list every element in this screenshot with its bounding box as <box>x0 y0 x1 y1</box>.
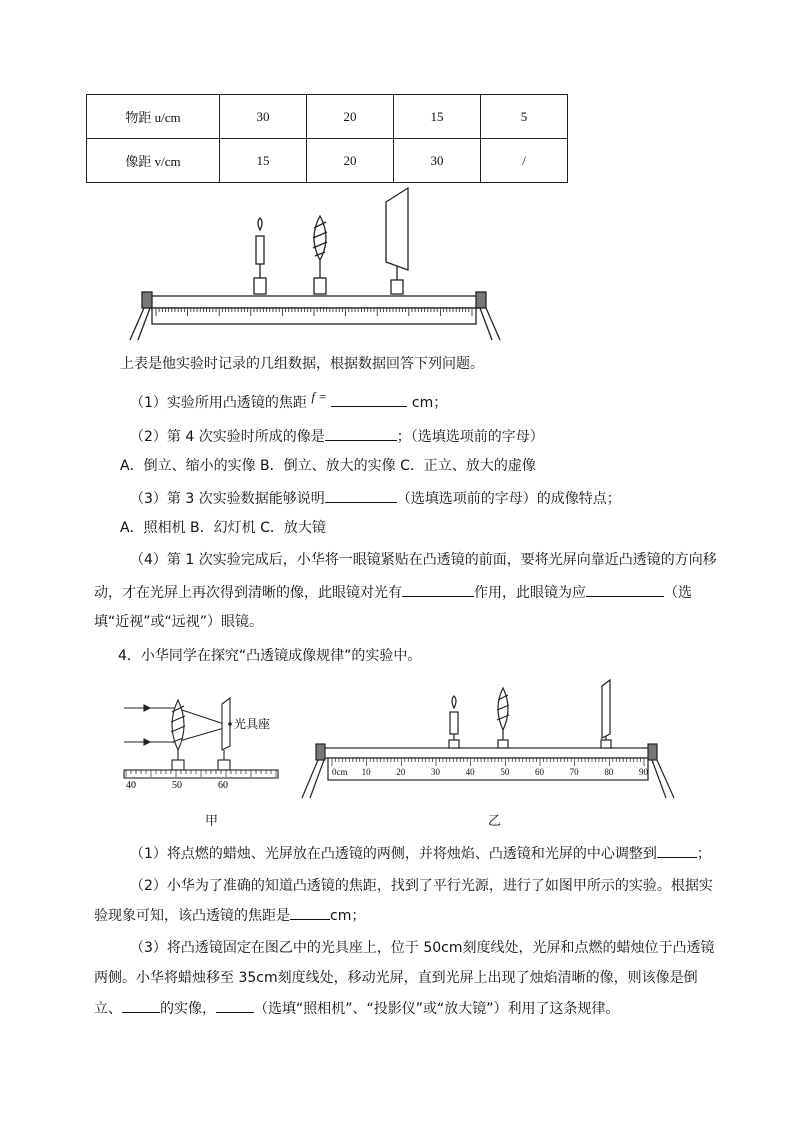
tick-label: 50 <box>500 767 510 777</box>
tick-label: 80 <box>604 767 614 777</box>
sub-question-2-line2 <box>94 905 365 926</box>
question-4-line1: （4）第 1 次实验完成后，小华将一眼镜紧贴在凸透镜的前面，要将光屏向靠近凸透镜的方向移 <box>130 552 717 568</box>
q2-options: A．倒立、缩小的实像 B．倒立、放大的实像 C．正立、放大的虚像 <box>120 458 536 474</box>
s3-text: 立、 <box>94 1001 122 1017</box>
table-row <box>87 95 568 139</box>
answer-blank[interactable] <box>402 582 474 597</box>
q3-options: A．照相机 B．幻灯机 C．放大镜 <box>120 520 326 536</box>
question-2 <box>130 426 544 447</box>
s2-text: 验现象可知，该凸透镜的焦距是 <box>94 908 290 924</box>
tick-label: 60 <box>218 780 228 790</box>
answer-blank[interactable] <box>290 905 330 920</box>
sub-question-2-line1: （2）小华为了准确的知道凸透镜的焦距，找到了平行光源，进行了如图甲所示的实验。根据实 <box>130 878 713 894</box>
table-cell: 30 <box>220 95 307 139</box>
sub-question-1 <box>130 843 711 864</box>
q4-text-3: （选 <box>664 585 692 601</box>
table-cell: 5 <box>481 95 568 139</box>
q2-text: （2）第 4 次实验时所成的像是 <box>130 429 325 445</box>
intro-text: 上表是他实验时记录的几组数据，根据数据回答下列问题。 <box>120 356 484 372</box>
bench-end-left <box>142 292 152 308</box>
bench-leg-right <box>480 308 500 340</box>
answer-blank[interactable] <box>657 843 697 858</box>
data-table <box>86 94 568 183</box>
s3-text-3: （选填“照相机”、“投影仪”或“放大镜”）利用了这条规律。 <box>254 1001 620 1017</box>
lens <box>497 688 509 748</box>
row-header: 物距 u/cm <box>87 95 220 139</box>
question-4-line3: 填“近视”或“远视”）眼镜。 <box>94 614 264 630</box>
screen-label: 光具座 <box>234 717 271 731</box>
table-cell: 20 <box>307 95 394 139</box>
tick-label: 40 <box>126 780 136 790</box>
table-cell: 30 <box>394 139 481 183</box>
problem-4-heading: 4．小华同学在探究“凸透镜成像规律”的实验中。 <box>118 648 422 664</box>
figure-jia <box>118 678 288 790</box>
tick-label: 20 <box>396 767 406 777</box>
tick-label: 40 <box>465 767 475 777</box>
question-3 <box>130 488 621 509</box>
answer-blank[interactable] <box>122 998 160 1013</box>
table-cell: 15 <box>394 95 481 139</box>
candle <box>254 218 266 294</box>
table-row <box>87 139 568 183</box>
s1-text: （1）将点燃的蜡烛、光屏放在凸透镜的两侧，并将烛焰、凸透镜和光屏的中心调整到 <box>130 846 657 862</box>
bench-end-right <box>476 292 486 308</box>
sub-question-3-line1: （3）将凸透镜固定在图乙中的光具座上，位于 50cm刻度线处，光屏和点燃的蜡烛位于凸透镜 <box>130 940 715 956</box>
q2-hint: ；（选填选项前的字母） <box>396 429 544 445</box>
tick-label: 50 <box>172 780 182 790</box>
sub-question-3-line2: 两侧。小华将蜡烛移至 35cm刻度线处，移动光屏，直到光屏上出现了烛焰清晰的像，则该像是倒 <box>94 970 698 986</box>
s1-end: ； <box>696 846 711 862</box>
question-1 <box>130 389 448 413</box>
table-cell: 15 <box>220 139 307 183</box>
q3-hint: （选填选项前的字母）的成像特点； <box>396 491 621 507</box>
answer-blank[interactable] <box>325 426 397 441</box>
figure-yi <box>298 678 678 804</box>
s2-unit: cm； <box>330 908 366 924</box>
tick-label: 90 <box>639 767 648 777</box>
bench-leg-left <box>130 308 150 340</box>
q1-text: （1）实验所用凸透镜的焦距 <box>130 395 307 411</box>
tick-label: 0cm <box>332 767 348 777</box>
bench-rail <box>148 296 478 308</box>
q4-text-2: 作用，此眼镜为应 <box>474 585 586 601</box>
q3-text: （3）第 3 次实验数据能够说明 <box>130 491 325 507</box>
answer-blank[interactable] <box>331 392 407 407</box>
answer-blank[interactable] <box>325 488 397 503</box>
answer-blank[interactable] <box>586 582 664 597</box>
answer-blank[interactable] <box>216 998 254 1013</box>
sub-question-3-line3 <box>94 998 620 1019</box>
caption-yi: 乙 <box>488 814 502 829</box>
optical-bench-figure <box>120 182 510 344</box>
candle <box>449 696 459 748</box>
lens <box>313 216 327 294</box>
screen <box>601 680 611 748</box>
s3-text-2: 的实像， <box>160 1001 216 1017</box>
tick-label: 60 <box>535 767 544 777</box>
tick-label: 30 <box>431 767 440 777</box>
table-cell: 20 <box>307 139 394 183</box>
table-cell: / <box>481 139 568 183</box>
q4-text: 动，才在光屏上再次得到清晰的像，此眼镜对光有 <box>94 585 402 601</box>
q1-unit: cm； <box>411 395 448 411</box>
question-4-line2 <box>94 582 692 603</box>
screen <box>386 188 408 294</box>
caption-jia: 甲 <box>205 814 219 829</box>
row-header: 像距 v/cm <box>87 139 220 183</box>
focal-symbol: f = <box>311 389 328 404</box>
tick-label: 10 <box>361 767 371 777</box>
tick-label: 70 <box>569 767 579 777</box>
